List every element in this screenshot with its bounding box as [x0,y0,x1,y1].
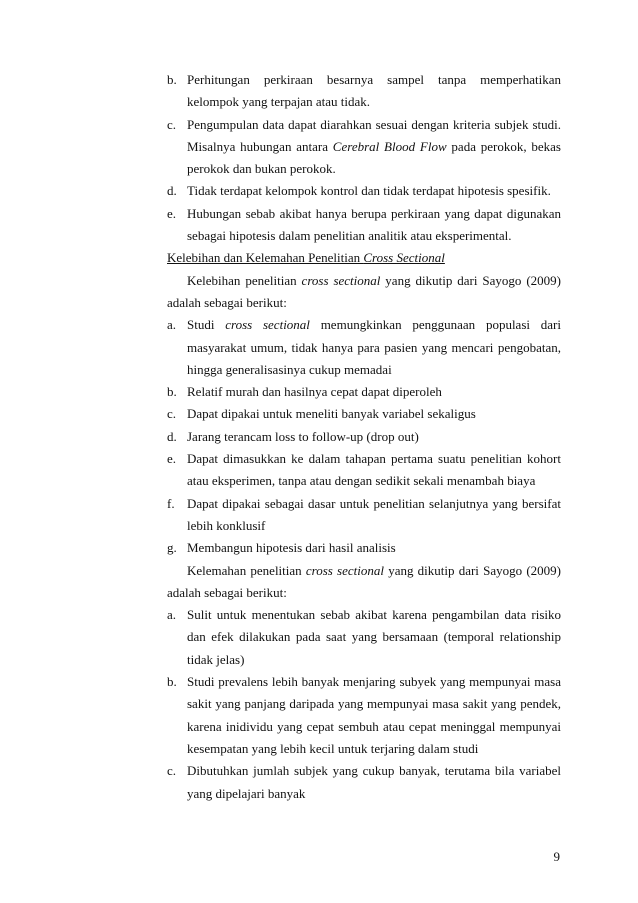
list-item-marker: b. [167,674,177,690]
list-item-marker: f. [167,495,175,511]
text-run: Sulit untuk menentukan sebab akibat karena pengambilan data risiko dan efek dilakukan pada saat yang bersamaan (temporal relationship tidak jelas) [187,607,561,667]
list-kelemahan [167,604,561,805]
list-item-marker: d. [167,183,177,199]
text-run: Membangun hipotesis dari hasil analisis [187,540,396,556]
list-item [167,493,561,538]
list-item-marker: e. [167,451,177,467]
list-item-text [187,314,561,381]
text-run: Relatif murah dan hasilnya cepat dapat diperoleh [187,384,442,400]
list-item-text [187,671,561,760]
list-item-text [187,381,561,403]
list-item-text [187,493,561,538]
text-run: memungkinkan penggunaan populasi dari masyarakat umum, tidak hanya para pasien yang mencari pengobatan, hingga generalisasinya cukup memadai [187,317,561,377]
list-item-marker: b. [167,72,177,87]
italic-term: cross sectional [225,317,310,333]
list-item-marker: c. [167,406,177,422]
list-item-text [187,448,561,493]
list-item [167,69,561,114]
text-run: Tidak terdapat kelompok kontrol dan tidak terdapat hipotesis spesifik. [187,183,551,199]
text-run: Pengumpulan data dapat diarahkan sesuai dengan kriteria subjek studi. Misalnya hubungan antara [187,116,561,154]
intro-kelebihan [167,270,561,315]
list-item [167,426,561,448]
list-item-text [187,403,561,425]
list-item-text [187,203,561,248]
list-item [167,203,561,248]
list-item-text [187,604,561,671]
page-content [167,69,561,805]
section-heading [167,247,561,269]
list-item [167,114,561,181]
list-item [167,671,561,760]
text-run: Dapat dimasukkan ke dalam tahapan pertama suatu penelitian kohort atau eksperimen, tanpa atau dengan sedikit sekali menambah biaya [187,451,561,489]
text-run: Dapat dipakai sebagai dasar untuk penelitian selanjutnya yang bersifat lebih konklusif [187,495,561,533]
list-characteristics [167,69,561,247]
list-item [167,180,561,202]
list-item-marker: g. [167,540,177,556]
text-run: pada perokok, bekas perokok dan bukan perokok. [187,138,561,177]
list-item-marker: e. [167,205,177,221]
text-run: Dibutuhkan jumlah subjek yang cukup banyak, terutama bila variabel yang dipelajari banyak [187,763,561,801]
text-run: Hubungan sebab akibat hanya berupa perkiraan yang dapat digunakan sebagai hipotesis dalam penelitian analitik atau eksperimental. [187,205,561,244]
list-item [167,314,561,381]
list-item [167,760,561,805]
text-run: Studi [187,317,226,333]
list-item-marker: c. [167,763,177,779]
list-item-marker: a. [167,317,177,333]
list-item [167,448,561,493]
list-item-marker: c. [167,116,177,132]
list-item-marker: a. [167,607,177,623]
list-item-text [187,69,561,114]
page-number: 9 [553,849,560,864]
intro-kelemahan-italic: cross sectional [305,562,384,578]
intro-kelebihan-after: yang dikutip dari Sayogo (2009) adalah sebagai berikut: [167,272,561,310]
text-run: Dapat dipakai untuk meneliti banyak variabel sekaligus [187,406,476,422]
intro-kelemahan [167,560,561,605]
list-item-text [187,760,561,805]
text-run: Jarang terancam loss to follow-up (drop out) [187,428,419,444]
list-item-text [187,426,561,448]
text-run: Perhitungan perkiraan besarnya sampel tanpa memperhatikan kelompok yang terpajan atau tidak. [187,72,561,110]
intro-kelemahan-after: yang dikutip dari Sayogo (2009) adalah sebagai berikut: [167,562,561,600]
text-run: Studi prevalens lebih banyak menjaring subyek yang mempunyai masa sakit yang panjang daripada yang mempunyai masa sakit yang pendek, karena inidividu yang cepat sembuh atau cepat meninggal mempunyai kesempatan yang lebih kecil untuk terjaring dalam studi [187,674,561,756]
list-item-text [187,114,561,181]
section-heading-prefix: Kelebihan dan Kelemahan Penelitian [167,250,364,266]
italic-term: Cerebral Blood Flow [332,138,447,154]
list-item [167,403,561,425]
list-item-text [187,180,561,202]
intro-kelebihan-before: Kelebihan penelitian [187,272,302,288]
section-heading-italic: Cross Sectional [363,250,445,266]
intro-kelebihan-italic: cross sectional [301,272,381,288]
list-item-text [187,537,561,559]
list-item [167,537,561,559]
intro-kelemahan-before: Kelemahan penelitian [187,562,306,578]
list-kelebihan [167,314,561,559]
list-item-marker: d. [167,428,177,444]
list-item-marker: b. [167,384,177,400]
list-item [167,604,561,671]
list-item [167,381,561,403]
